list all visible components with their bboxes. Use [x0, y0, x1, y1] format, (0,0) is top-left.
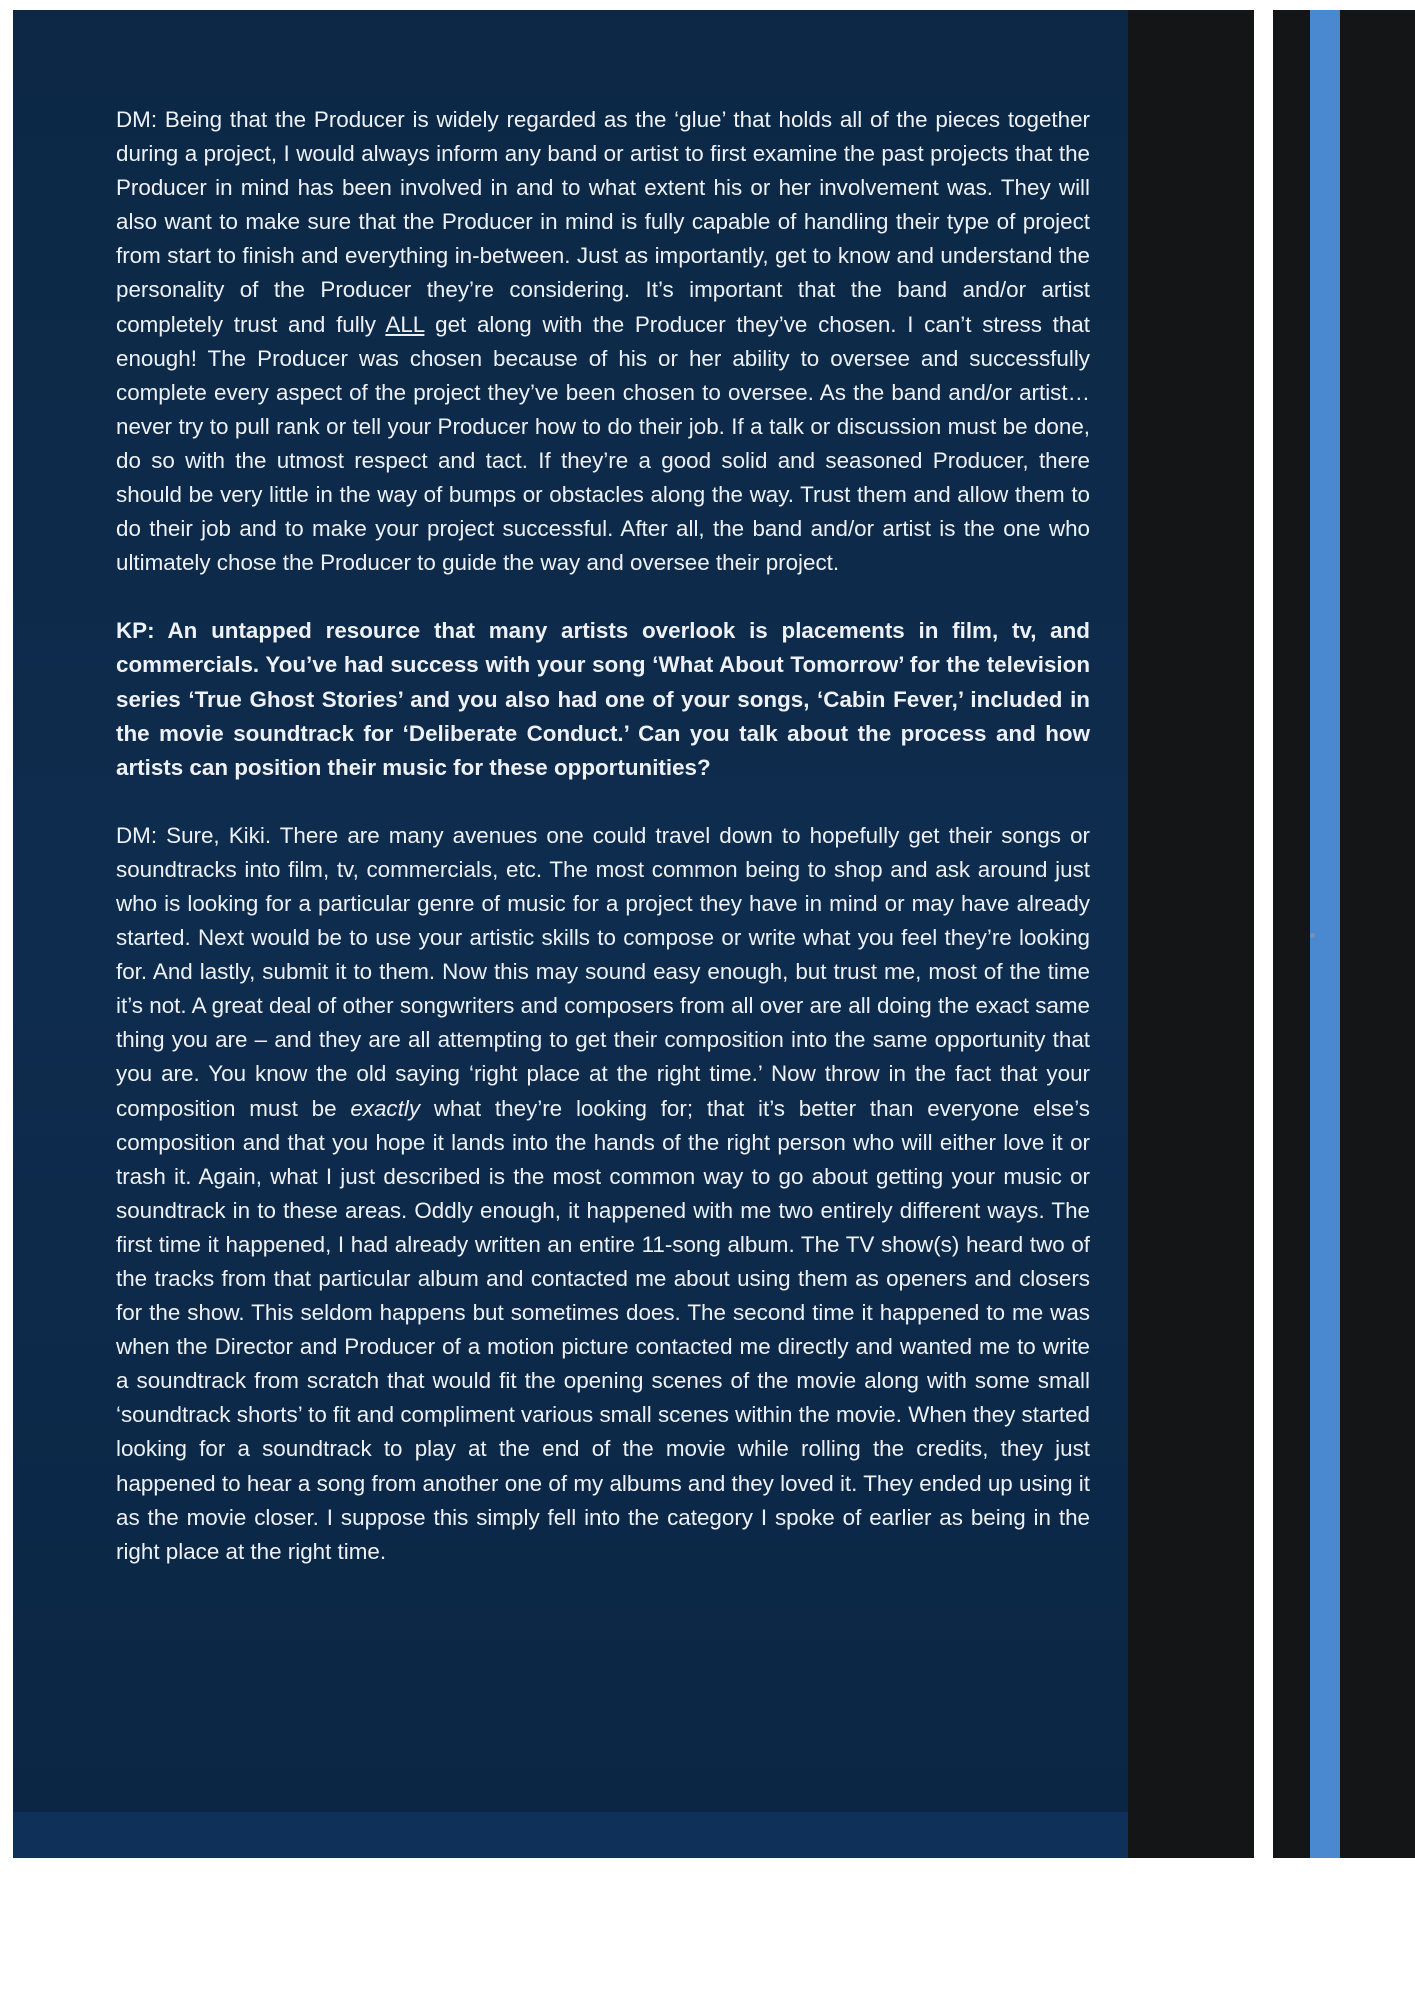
emphasis-italic: exactly [350, 1095, 421, 1121]
answer-paragraph-producer [116, 103, 1090, 580]
answer-text: DM: Sure, Kiki. There are many avenues one could travel down to hopefully get their songs or soundtracks into film, tv, commercials, etc. The most common being to shop and ask around just who is looking for a particular genre of music for a project they have in mind or may have already started. Next would be to use your artistic skills to compose or write what you feel they’re looking for. And lastly, submit it to them. Now this may sound easy enough, but trust me, most of the time it’s not. A great deal of other songwriters and composers from all over are all doing the exact same thing you are – and they are all attempting to get their composition into the same opportunity that you are. You know the old saying ‘right place at the right time.’ Now throw in the fact that your composition must be [116, 822, 1090, 1121]
decorative-stripe-black [1128, 10, 1254, 1858]
decorative-stripe-white [1254, 10, 1273, 1858]
scan-speck [1310, 933, 1315, 938]
answer-text: get along with the Producer they’ve chosen. I can’t stress that enough! The Producer was chosen because of his or her ability to oversee and successfully complete every aspect of the project they’ve been chosen to oversee. As the band and/or artist…never try to pull rank or tell your Producer how to do their job. If a talk or discussion must be done, do so with the utmost respect and tact. If they’re a good solid and seasoned Producer, there should be very little in the way of bumps or obstacles along the way. Trust them and allow them to do their job and to make your project successful. After all, the band and/or artist is the one who ultimately chose the Producer to guide the way and oversee their project. [116, 311, 1090, 576]
decorative-stripe-black [1273, 10, 1310, 1858]
decorative-stripe-black [1340, 10, 1415, 1858]
article-body [116, 103, 1090, 1603]
answer-text: DM: Being that the Producer is widely regarded as the ‘glue’ that holds all of the pieces together during a project, I would always inform any band or artist to first examine the past projects that the Producer in mind has been involved in and to what extent his or her involvement was. They will also want to make sure that the Producer in mind is fully capable of handling their type of project from start to finish and everything in-between. Just as importantly, get to know and understand the personality of the Producer they’re considering. It’s important that the band and/or artist completely trust and fully [116, 107, 1090, 337]
answer-paragraph-placements [116, 819, 1090, 1569]
answer-text: what they’re looking for; that it’s better than everyone else’s composition and that you hope it lands into the hands of the right person who will either love it or trash it. Again, what I just described is the most common way to go about getting your music or soundtrack in to these areas. Oddly enough, it happened with me two entirely different ways. The first time it happened, I had already written an entire 11-song album. The TV show(s) heard two of the tracks from that particular album and contacted me about using them as openers and closers for the show. This seldom happens but sometimes does. The second time it happened to me was when the Director and Producer of a motion picture contacted me directly and wanted me to write a soundtrack from scratch that would fit the opening scenes of the movie along with some small ‘soundtrack shorts’ to fit and compliment various small scenes within the movie. When they started looking for a soundtrack to play at the end of the movie while rolling the credits, they just happened to hear a song from another one of my albums and they loved it. They ended up using it as the movie closer. I suppose this simply fell into the category I spoke of earlier as being in the right place at the right time. [116, 1095, 1090, 1564]
bottom-band [13, 1812, 1128, 1858]
emphasis-underlined: ALL [385, 311, 425, 337]
interview-question: KP: An untapped resource that many artists overlook is placements in film, tv, and commercials. You’ve had success with your song ‘What About Tomorrow’ for the television series ‘True Ghost Stories’ and you also had one of your songs, ‘Cabin Fever,’ included in the movie soundtrack for ‘Deliberate Conduct.’ Can you talk about the process and how artists can position their music for these opportunities? [116, 618, 1090, 780]
